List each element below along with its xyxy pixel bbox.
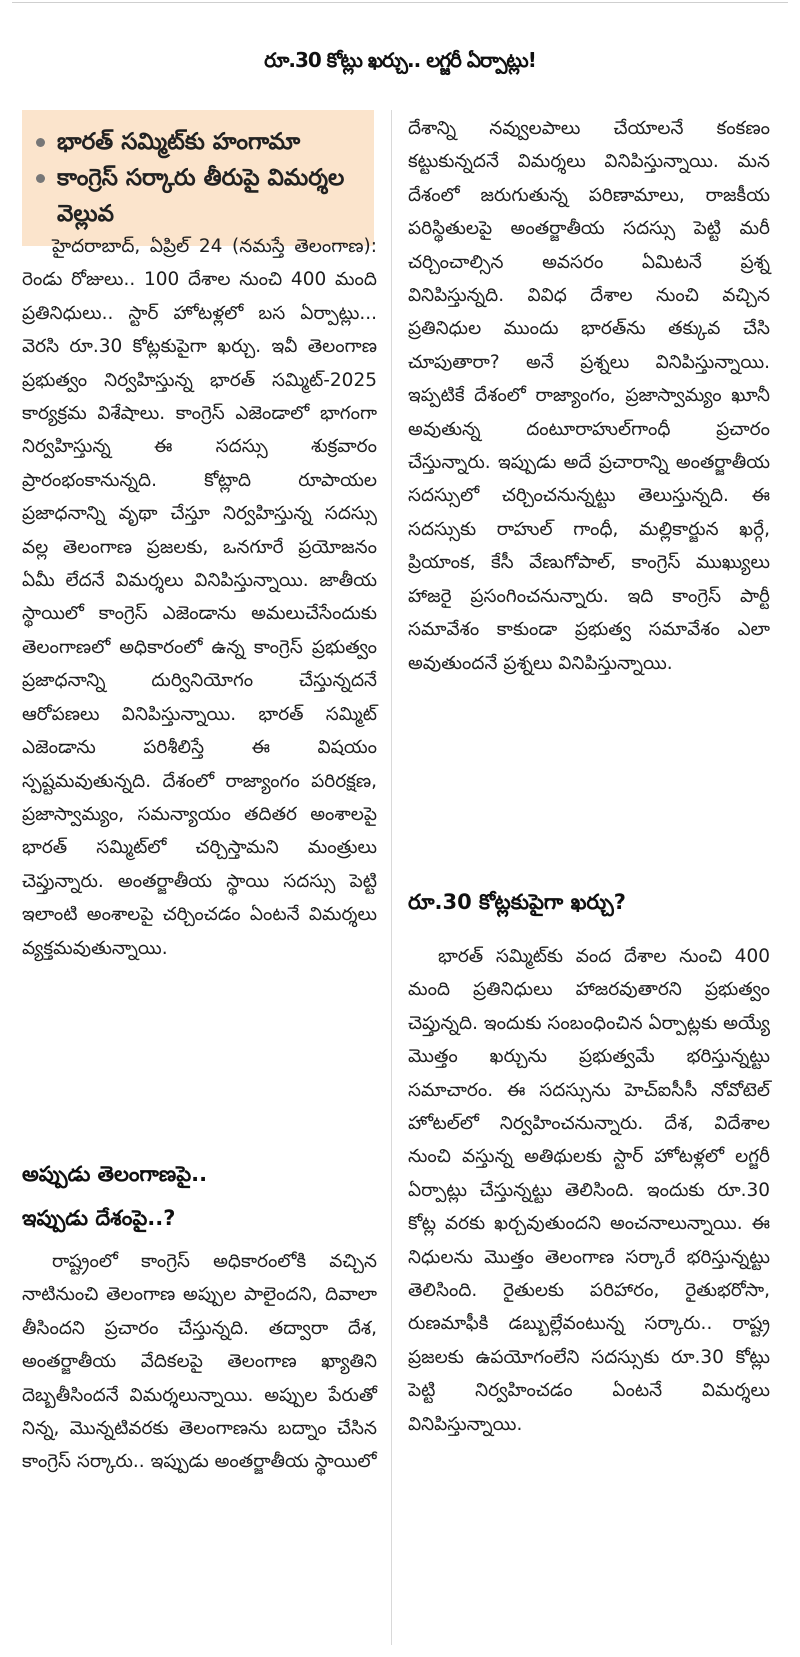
- highlight-item: [34, 124, 364, 160]
- headline: రూ.30 కోట్లు ఖర్చు.. లగ్జరీ ఏర్పాట్లు!: [264, 47, 536, 72]
- article-paragraph: దేశాన్ని నవ్వులపాలు చేయాలనే కంకణం కట్టుకున్నదనే విమర్శలు వినిపిస్తున్నాయి. మన దేశంలో జరుగుతున్న పరిణామాలు, రాజకీయ పరిస్థితులపై అంతర్జాతీయ సదస్సు పెట్టి మరీ చర్చించాల్సిన అవసరం ఏమిటనే ప్రశ్న వినిపిస్తున్నది. వివిధ దేశాల నుంచి వచ్చిన ప్రతినిధుల ముందు భారత్‌ను తక్కువ చేసి చూపుతారా? అనే ప్రశ్నలు వినిపిస్తున్నాయి. ఇప్పటికే దేశంలో రాజ్యాంగం, ప్రజాస్వామ్యం ఖూనీ అవుతున్న దంటూరాహుల్‌గాంధీ ప్రచారం చేస్తున్నారు. ఇప్పుడు అదే ప్రచారాన్ని అంతర్జాతీయ సదస్సులో చర్చించనున్నట్టు తెలుస్తున్నది. ఈ సదస్సుకు రాహుల్ గాంధీ, మల్లికార్జున ఖర్గే, ప్రియాంక, కేసీ వేణుగోపాల్, కాంగ్రెస్ ముఖ్యులు హాజరై ప్రసంగించనున్నారు. ఇది కాంగ్రెస్ పార్టీ సమావేశం కాకుండా ప్రభుత్వ సమావేశం ఎలా అవుతుందనే ప్రశ్నలు వినిపిస్తున్నాయి.: [408, 118, 770, 674]
- article-paragraph: రాష్ట్రంలో కాంగ్రెస్ అధికారంలోకి వచ్చిన నాటినుంచి తెలంగాణ అప్పుల పాలైందని, దివాలా తీసిందని ప్రచారం చేస్తున్నది. తద్వారా దేశ, అంతర్జాతీయ వేదికలపై తెలంగాణ ఖ్యాతిని దెబ్బతీసిందనే విమర్శలున్నాయి. అప్పుల పేరుతో నిన్న, మొన్నటివరకు తెలంగాణను బద్నాం చేసిన కాంగ్రెస్ సర్కారు.. ఇప్పుడు అంతర్జాతీయ స్థాయిలో: [22, 1251, 377, 1473]
- highlight-text: భారత్ సమ్మిట్‌కు హంగామా: [57, 129, 301, 155]
- top-rule: [12, 2, 788, 3]
- article-paragraph: భారత్ సమ్మిట్‌కు వంద దేశాల నుంచి 400 మంది ప్రతినిధులు హాజరవుతారని ప్రభుత్వం చెప్తున్నది. ఇందుకు సంబంధించిన ఏర్పాట్లకు అయ్యే మొత్తం ఖర్చును ప్రభుత్వమే భరిస్తున్నట్టు సమాచారం. ఈ సదస్సును హెచ్ఐసీసీ నోవోటెల్ హోటల్‌లో నిర్వహించనున్నారు. దేశ, విదేశాల నుంచి వస్తున్న అతిథులకు స్టార్ హోటళ్లలో లగ్జరీ ఏర్పాట్లు చేస్తున్నట్టు తెలిసింది. ఇందుకు రూ.30 కోట్ల వరకు ఖర్చవుతుందని అంచనాలున్నాయి. ఈ నిధులను మొత్తం తెలంగాణ సర్కారే భరిస్తున్నట్టు తెలిసింది. రైతులకు పరిహారం, రైతుభరోసా, రుణమాఫీకి డబ్బుల్లేవంటున్న సర్కారు.. రాష్ట్ర ప్రజలకు ఉపయోగంలేని సదస్సుకు రూ.30 కోట్లు పెట్టి నిర్వహించడం ఏంటనే విమర్శలు వినిపిస్తున్నాయి.: [408, 946, 770, 1435]
- bullet-icon: [36, 138, 45, 147]
- section-subhead: అప్పుడు తెలంగాణపై..: [22, 1162, 208, 1186]
- bullet-icon: [36, 174, 45, 183]
- article-paragraph: హైదరాబాద్, ఏప్రిల్ 24 (నమస్తే తెలంగాణ): రెండు రోజులు.. 100 దేశాల నుంచి 400 మంది ప్రతినిధులు.. స్టార్ హోటళ్లలో బస ఏర్పాట్లు... వెరసి రూ.30 కోట్లకుపైగా ఖర్చు. ఇవీ తెలంగాణ ప్రభుత్వం నిర్వహిస్తున్న భారత్ సమ్మిట్-2025 కార్యక్రమ విశేషాలు. కాంగ్రెస్ ఎజెండాలో భాగంగా నిర్వహిస్తున్న ఈ సదస్సు శుక్రవారం ప్రారంభంకానున్నది. కోట్లాది రూపాయల ప్రజాధనాన్ని వృథా చేస్తూ నిర్వహిస్తున్న సదస్సు వల్ల తెలంగాణ ప్రజలకు, ఒనగూరే ప్రయోజనం ఏమీ లేదనే విమర్శలు వినిపిస్తున్నాయి. జాతీయ స్థాయిలో కాంగ్రెస్ ఎజెండాను అమలుచేసేందుకు తెలంగాణలో అధికారంలో ఉన్న కాంగ్రెస్ ప్రభుత్వం ప్రజాధనాన్ని దుర్వినియోగం చేస్తున్నదనే ఆరోపణలు వినిపిస్తున్నాయి. భారత్ సమ్మిట్ ఎజెండాను పరిశీలిస్తే ఈ విషయం స్పష్టమవుతున్నది. దేశంలో రాజ్యాంగం పరిరక్షణ, ప్రజాస్వామ్యం, సమన్యాయం తదితర అంశాలపై భారత్ సమ్మిట్‌లో చర్చిస్తామని మంత్రులు చెప్తున్నారు. అంతర్జాతీయ స్థాయి సదస్సు పెట్టి ఇలాంటి అంశాలపై చర్చించడం ఏంటనే విమర్శలు వ్యక్తమవుతున్నాయి.: [22, 236, 377, 959]
- highlight-item: [34, 160, 364, 232]
- section-subhead: రూ.30 కోట్లకుపైగా ఖర్చు?: [408, 890, 626, 914]
- highlight-text: కాంగ్రెస్ సర్కారు తీరుపై విమర్శల వెల్లువ: [57, 165, 345, 227]
- column-divider: [391, 110, 392, 1645]
- section-subhead: ఇప్పుడు దేశంపై..?: [22, 1206, 176, 1230]
- highlights-box: [22, 110, 374, 246]
